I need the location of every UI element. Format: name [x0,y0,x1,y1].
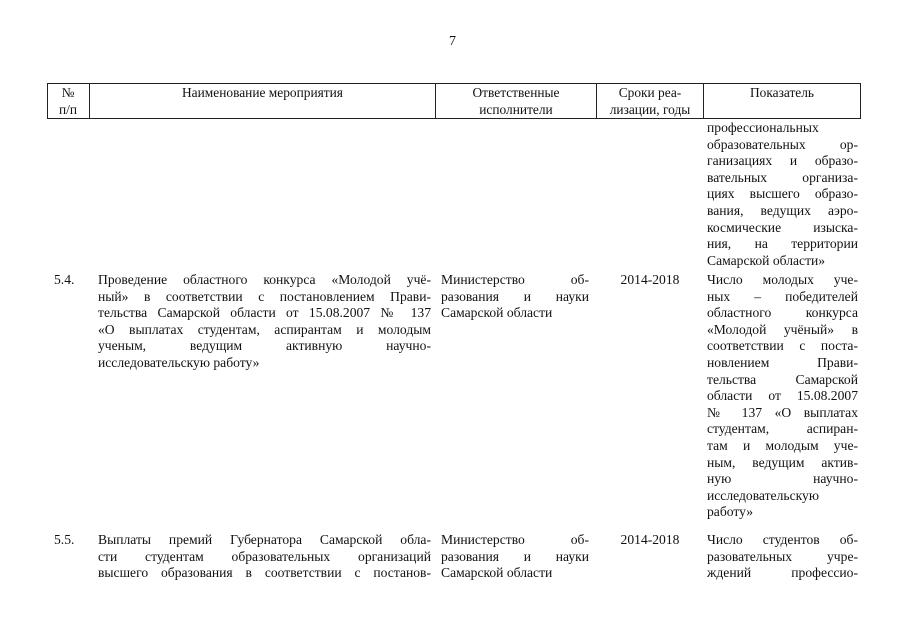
activity-line: Проведение областного конкурса «Молодой учё- [98,272,431,287]
activity-line: «О выплатах студентам, аспирантам и молодым [98,321,431,337]
header-indicator [704,84,860,101]
header-num-line2: п/п [58,102,78,117]
table-row [0,272,905,527]
header-divider-right [860,83,861,119]
indicator-line: Самарской области» [707,252,826,268]
indicator-line: ную научно- [707,471,858,487]
header-terms [597,84,703,118]
responsible-line: Министерство об- [441,272,589,287]
header-responsible [436,84,596,118]
indicator-line: ждений профессио- [707,565,858,581]
indicator-line: профессиональных [707,120,819,135]
indicator-line: соответствии с поста- [707,338,858,354]
indicator-line: космические изыска- [707,219,858,235]
indicator-line: новлением Прави- [707,355,858,370]
header-responsible-line1: Ответственные [472,85,560,100]
indicator-line: «Молодой учёный» в [707,321,858,337]
row-number: 5.4. [54,272,75,287]
activity-line: сти студентам образовательных организаций [98,548,431,564]
responsible-line: Самарской области [441,305,553,321]
activity-line: исследовательскую работу» [98,355,260,370]
activity-line: высшего образования в соответствии с постанов- [98,565,431,581]
table-header-bottom-border [47,118,861,119]
indicator-line: ганизациях и образо- [707,153,858,169]
indicator-line: студентам, аспиран- [707,421,858,437]
row-number: 5.5. [54,532,75,547]
header-terms-line2: лизации, годы [609,102,691,117]
header-name [90,84,435,101]
header-indicator-line1: Показатель [749,85,815,100]
indicator-line: там и молодым уче- [707,438,858,453]
indicator-line: образовательных ор- [707,136,858,152]
responsible-line: Самарской области [441,565,553,581]
header-terms-line1: Сроки реа- [618,85,682,100]
indicator-line: ных – победителей [707,288,858,304]
indicator-line: вательных организа- [707,169,858,185]
indicator-line: Число студентов об- [707,532,858,547]
responsible-line: разования и науки [441,548,589,564]
activity-line: тельства Самарской области от 15.08.2007 № 137 [98,305,431,321]
activity-line: ученым, ведущим активную научно- [98,338,431,354]
table-row [0,532,905,592]
header-name-line1: Наименование мероприятия [182,85,343,100]
indicator-line: циях высшего образо- [707,186,858,202]
indicator-line: областного конкурса [707,305,858,321]
indicator-line: работу» [707,504,754,520]
activity-line: Выплаты премий Губернатора Самарской обла- [98,532,431,547]
indicator-line: области от 15.08.2007 [707,388,858,404]
indicator-line: Число молодых уче- [707,272,858,287]
page-number: 7 [449,34,456,49]
indicator-line: тельства Самарской [707,371,858,387]
responsible-line: разования и науки [441,288,589,304]
indicator-line: исследовательскую [707,487,819,503]
header-responsible-line2: исполнители [479,102,553,117]
indicator-line: разовательных учре- [707,548,858,564]
indicator-line: вания, ведущих аэро- [707,203,858,218]
indicator-line: № 137 «О выплатах [707,404,858,420]
activity-line: ный» в соответствии с постановлением Прави- [98,288,431,304]
indicator-line: ным, ведущим актив- [707,454,858,470]
responsible-line: Министерство об- [441,532,589,547]
row-terms: 2014-2018 [620,272,680,287]
header-num-line1: № [61,85,75,100]
row-terms: 2014-2018 [620,532,680,547]
header-num [47,84,89,118]
indicator-line: ния, на территории [707,236,858,252]
